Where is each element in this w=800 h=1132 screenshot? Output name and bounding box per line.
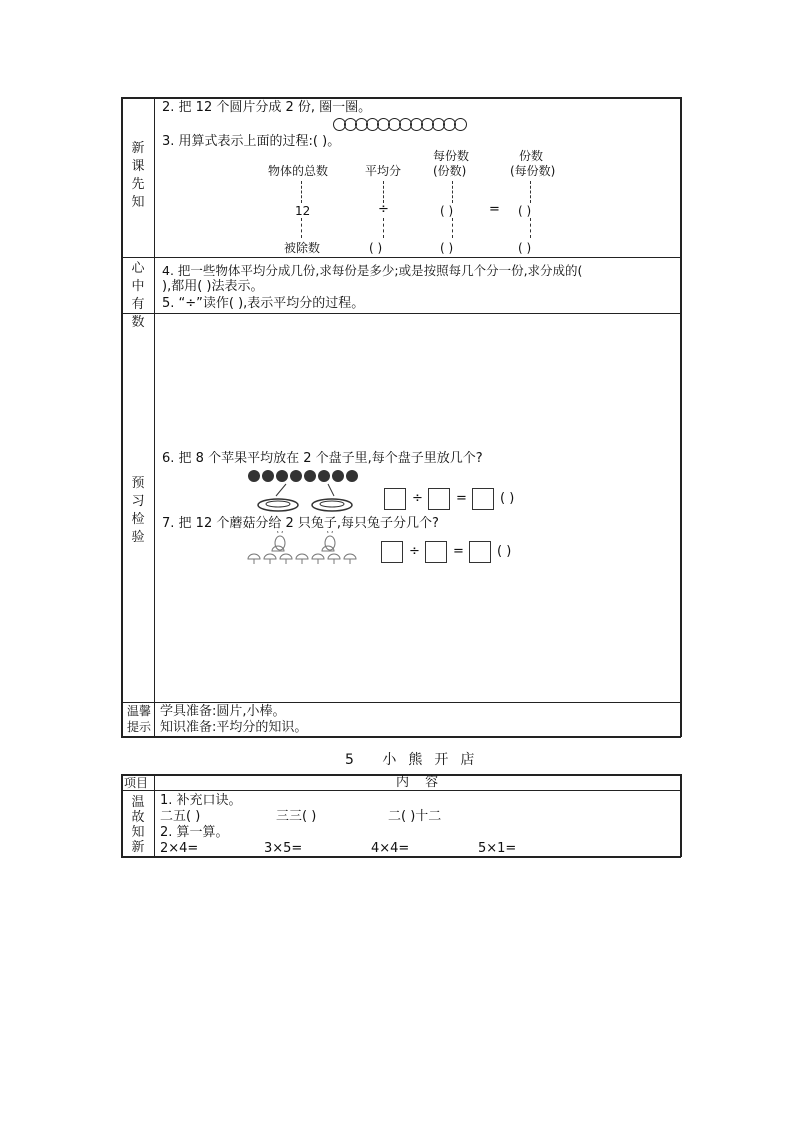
lesson-title: 5 小熊开店 <box>345 752 487 768</box>
diagram-label-each: 每份数 <box>433 149 470 163</box>
diagram-dash-2b <box>383 218 384 238</box>
tip-knowledge: 知识准备:平均分的知识。 <box>160 720 308 735</box>
answer-box-quotient-7[interactable] <box>469 541 491 563</box>
mushroom-rabbit-illustration <box>246 531 364 571</box>
question-2: 2. 把 12 个圆片分成 2 份, 圈一圈。 <box>162 100 372 115</box>
section-label-new-lesson: 新课先知 <box>131 141 145 210</box>
section-label-tip-text: 温馨提示 <box>126 704 151 734</box>
table1-border-right <box>680 97 682 737</box>
diagram-dash-1 <box>301 181 302 203</box>
diagram-label-average: 平均分 <box>365 164 402 178</box>
table2-header-content: 内 容 <box>396 775 445 790</box>
section-label-tip <box>124 703 154 735</box>
diagram-dash-4b <box>530 218 531 238</box>
calc-4: 5×1= <box>478 841 517 856</box>
rhyme-blank-3: 二( )十二 <box>388 809 442 824</box>
table1-col-divider <box>154 97 155 737</box>
calc-3: 4×4= <box>371 841 410 856</box>
diagram-dash-3b <box>452 218 453 238</box>
table2-col-divider <box>154 774 155 857</box>
calc-2: 3×5= <box>264 841 303 856</box>
table2-header-item: 项目 <box>124 776 149 790</box>
review-item-1: 1. 补充口诀。 <box>160 793 242 808</box>
table2-border-left <box>121 774 123 857</box>
apple-illustration <box>246 468 364 514</box>
table2-border-right <box>680 774 682 857</box>
table1-row-divider-1 <box>121 257 681 258</box>
diagram-label-parts-paren: (每份数) <box>510 164 556 178</box>
tip-tools: 学具准备:圆片,小棒。 <box>160 704 286 719</box>
diagram-label-each-paren: (份数) <box>433 164 467 178</box>
answer-paren-7[interactable]: ( ) <box>497 544 512 559</box>
answer-paren-6[interactable]: ( ) <box>500 491 515 506</box>
question-4: 4. 把一些物体平均分成几份,求每份是多少;或是按照每几个分一份,求分成的( <box>162 263 583 278</box>
diagram-dash-1b <box>301 218 302 238</box>
diagram-blank-quotient: ( ) <box>440 241 454 255</box>
diagram-dash-2 <box>383 181 384 203</box>
question-7: 7. 把 12 个蘑菇分给 2 只兔子,每只兔子分几个? <box>162 516 439 531</box>
diagram-blank-parts: ( ) <box>518 204 532 218</box>
diagram-blank-result: ( ) <box>518 241 532 255</box>
diagram-label-total: 物体的总数 <box>268 164 329 178</box>
table1-border-bottom <box>121 736 681 738</box>
answer-box-quotient-6[interactable] <box>472 488 494 510</box>
diagram-dash-3 <box>452 181 453 203</box>
answer-box-divisor-7[interactable] <box>425 541 447 563</box>
diagram-blank-divisor: ( ) <box>369 241 383 255</box>
diagram-dash-4 <box>530 181 531 203</box>
diagram-label-dividend: 被除数 <box>284 241 321 255</box>
circle-row <box>333 116 465 130</box>
table1-border-left <box>121 97 123 737</box>
answer-box-dividend-7[interactable] <box>381 541 403 563</box>
rhyme-blank-1: 二五( ) <box>160 809 201 824</box>
answer-box-divisor-6[interactable] <box>428 488 450 510</box>
diagram-number-12: 12 <box>295 204 311 218</box>
diagram-label-parts: 份数 <box>519 149 544 163</box>
equals-sign-7: = <box>453 544 464 559</box>
rhyme-blank-2: 三三( ) <box>276 809 317 824</box>
question-3: 3. 用算式表示上面的过程:( )。 <box>162 134 341 149</box>
equals-sign-6: = <box>456 491 467 506</box>
table1-row-divider-2 <box>121 313 681 314</box>
table1-row-divider-3 <box>121 702 681 703</box>
divide-sign-7: ÷ <box>409 544 420 559</box>
question-6: 6. 把 8 个苹果平均放在 2 个盘子里,每个盘子里放几个? <box>162 451 483 466</box>
diagram-blank-each: ( ) <box>440 204 454 218</box>
table2-side-label: 温故知新 <box>131 795 145 855</box>
review-item-2: 2. 算一算。 <box>160 825 229 840</box>
calc-1: 2×4= <box>160 841 199 856</box>
table1-border-top <box>121 97 681 99</box>
section-label-check: 预习检验 <box>131 476 145 545</box>
circle-chip <box>454 118 467 131</box>
question-5: 5. “÷”读作( ),表示平均分的过程。 <box>162 296 365 311</box>
section-label-insight: 心中有数 <box>131 261 145 330</box>
diagram-equals: = <box>489 202 500 217</box>
divide-sign-6: ÷ <box>412 491 423 506</box>
question-4-cont: ),都用( )法表示。 <box>162 279 264 294</box>
diagram-divide-sign: ÷ <box>378 202 389 217</box>
answer-box-dividend-6[interactable] <box>384 488 406 510</box>
